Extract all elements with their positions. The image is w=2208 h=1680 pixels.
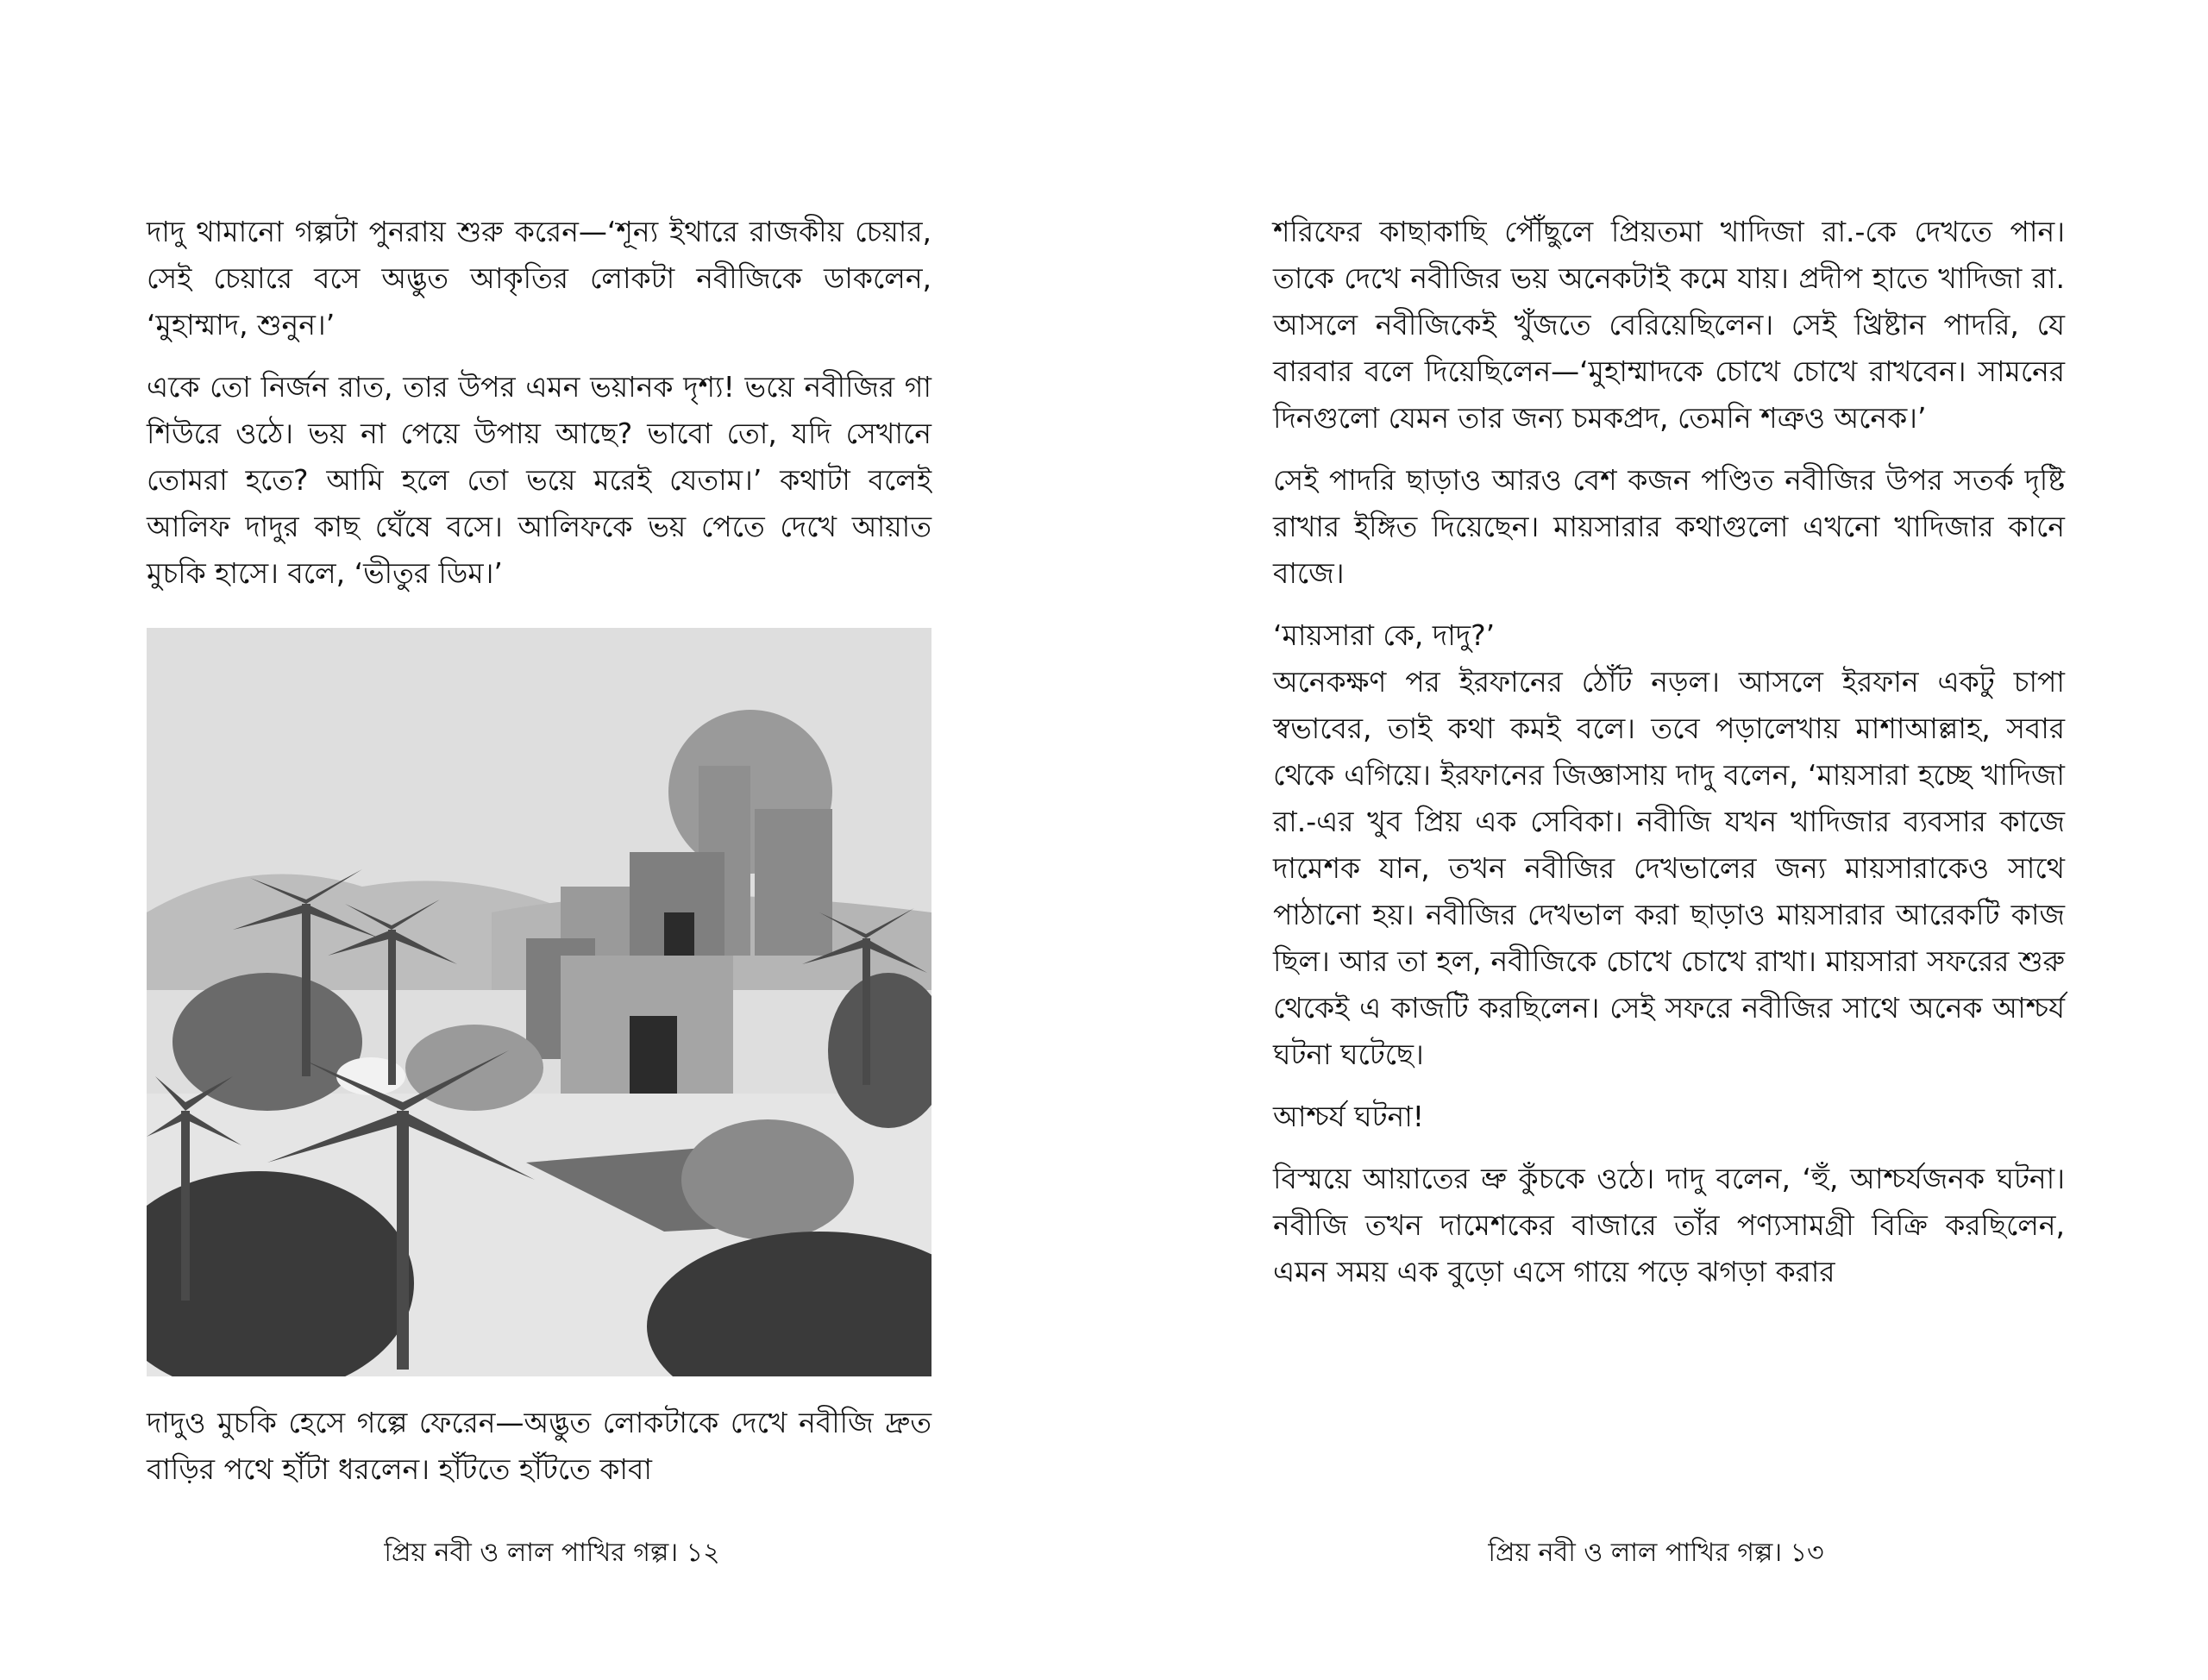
left-paragraph-3: দাদুও মুচকি হেসে গল্পে ফেরেন—অদ্ভুত লোকটাকে দেখে নবীজি দ্রুত বাড়ির পথে হাঁটা ধরলেন। হাঁটতে হাঁটতে কাবা xyxy=(147,1406,932,1486)
right-page-footer: প্রিয় নবী ও লাল পাখির গল্প। ১৩ xyxy=(1488,1538,1824,1568)
left-top-text xyxy=(147,209,932,612)
left-page-footer: প্রিয় নবী ও লাল পাখির গল্প। ১২ xyxy=(384,1538,720,1568)
right-main-text xyxy=(1273,209,2065,1311)
right-paragraph-5: বিস্ময়ে আয়াতের ভ্রু কুঁচকে ওঠে। দাদু বলেন, ‘হুঁ, আশ্চর্যজনক ঘটনা। নবীজি তখন দামেশকের বাজারে তাঁর পণ্যসামগ্রী বিক্রি করছিলেন, এমন সময় এক বুড়ো এসে গায়ে পড়ে ঝগড়া করার xyxy=(1273,1162,2065,1288)
left-paragraph-2: একে তো নির্জন রাত, তার উপর এমন ভয়ানক দৃশ্য! ভয়ে নবীজির গা শিউরে ওঠে। ভয় না পেয়ে উপায় আছে? ভাবো তো, যদি সেখানে তোমরা হতে? আমি হলে তো ভয়ে মরেই যেতাম।’ কথাটা বলেই আলিফ দাদুর কাছ ঘেঁষে বসে। আলিফকে ভয় পেতে দেখে আয়াত মুচকি হাসে। বলে, ‘ভীতুর ডিম।’ xyxy=(147,370,932,590)
left-bottom-text xyxy=(147,1400,932,1508)
right-paragraph-3: ‘মায়সারা কে, দাদু?’ অনেকক্ষণ পর ইরফানের ঠোঁট নড়ল। আসলে ইরফান একটু চাপা স্বভাবের, তাই কথা কমই বলে। তবে পড়ালেখায় মাশাআল্লাহ, সবার থেকে এগিয়ে। ইরফানের জিজ্ঞাসায় দাদু বলেন, ‘মায়সারা হচ্ছে খাদিজা রা.-এর খুব প্রিয় এক সেবিকা। নবীজি যখন খাদিজার ব্যবসার কাজে দামেশক যান, তখন নবীজির দেখভালের জন্য মায়সারাকেও সাথে পাঠানো হয়। নবীজির দেখভাল করা ছাড়াও মায়সারার আরেকটি কাজ ছিল। আর তা হল, নবীজিকে চোখে চোখে রাখা। মায়সারা সফরের শুরু থেকেই এ কাজটি করছিলেন। সেই সফরে নবীজির সাথে অনেক আশ্চর্য ঘটনা ঘটেছে। xyxy=(1273,618,2065,1071)
right-paragraph-1: শরিফের কাছাকাছি পৌঁছুলে প্রিয়তমা খাদিজা রা.-কে দেখতে পান। তাকে দেখে নবীজির ভয় অনেকটাই কমে যায়। প্রদীপ হাতে খাদিজা রা. আসলে নবীজিকেই খুঁজতে বেরিয়েছিলেন। সেই খ্রিষ্টান পাদরি, যে বারবার বলে দিয়েছিলেন—‘মুহাম্মাদকে চোখে চোখে রাখবেন। সামনের দিনগুলো যেমন তার জন্য চমকপ্রদ, তেমনি শত্রুও অনেক।’ xyxy=(1273,215,2065,435)
left-paragraph-1: দাদু থামানো গল্পটা পুনরায় শুরু করেন—‘শূন্য ইথারে রাজকীয় চেয়ার, সেই চেয়ারে বসে অদ্ভুত আকৃতির লোকটা নবীজিকে ডাকলেন, ‘মুহাম্মাদ, শুনুন।’ xyxy=(147,215,932,342)
right-paragraph-4: আশ্চর্য ঘটনা! xyxy=(1273,1100,1425,1133)
right-paragraph-2: সেই পাদরি ছাড়াও আরও বেশ কজন পণ্ডিত নবীজির উপর সতর্ক দৃষ্টি রাখার ইঙ্গিত দিয়েছেন। মায়সারার কথাগুলো এখনো খাদিজার কানে বাজে। xyxy=(1273,463,2066,590)
desert-city-illustration xyxy=(147,628,932,1376)
right-page xyxy=(1104,0,2208,1680)
